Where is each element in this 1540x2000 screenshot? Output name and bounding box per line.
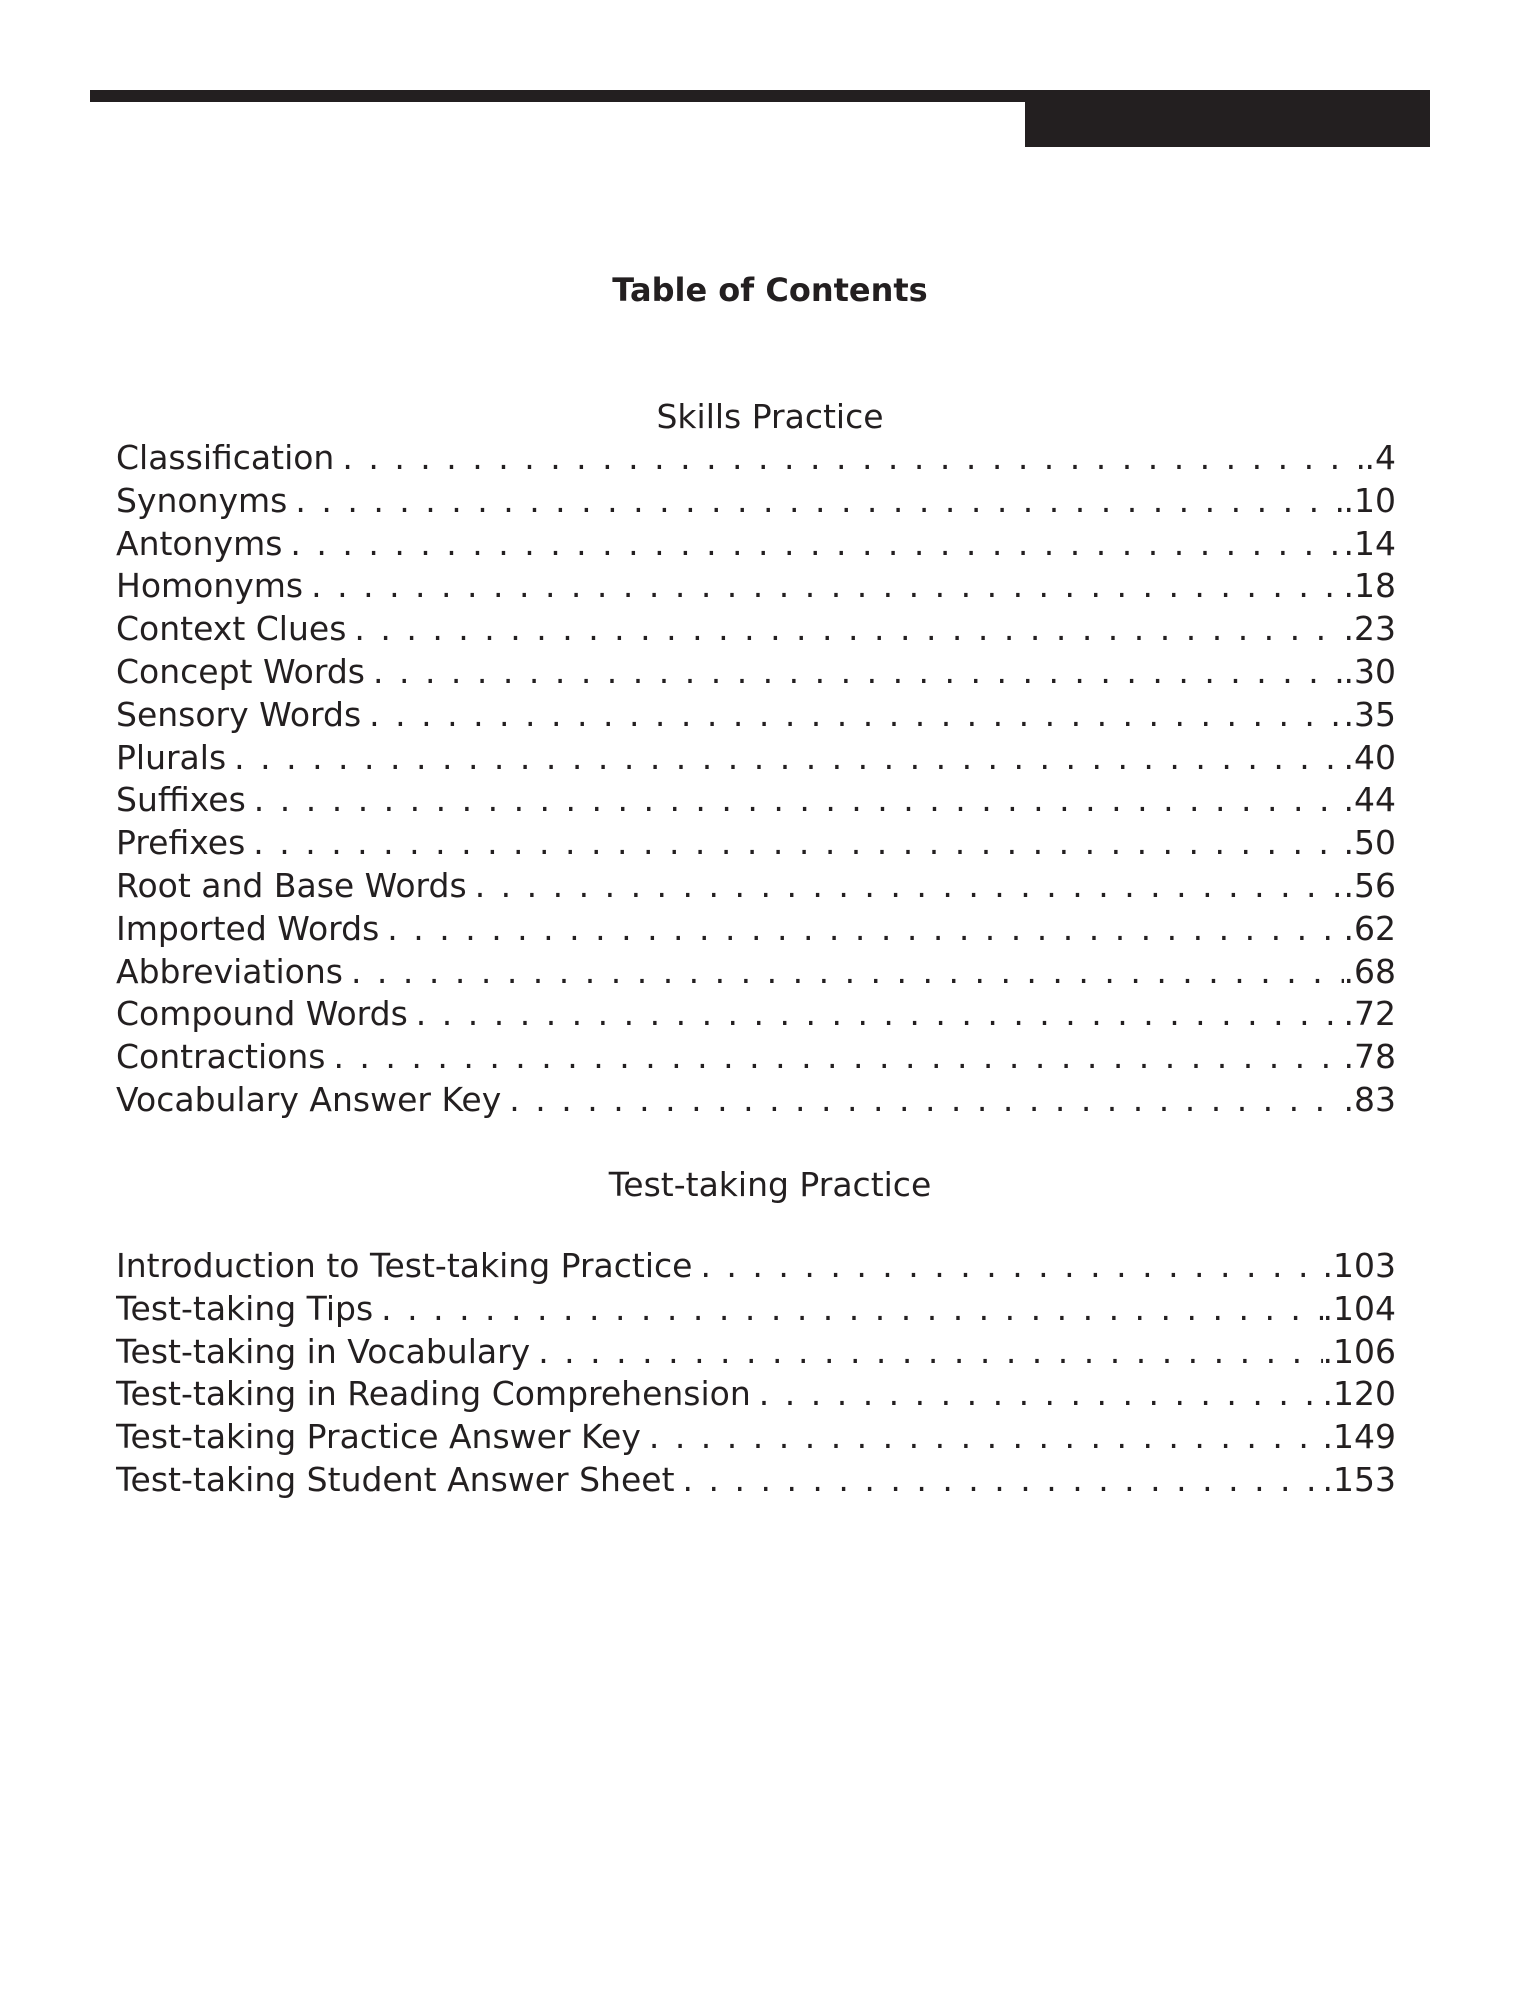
- section-heading-skills: Skills Practice: [656, 397, 884, 436]
- toc-entry-page-number: .4: [1364, 438, 1396, 477]
- toc-entry-label: Introduction to Test-taking Practice: [116, 1246, 693, 1285]
- toc-entry[interactable]: [116, 1079, 1396, 1122]
- toc-entry-label: Test-taking in Vocabulary: [116, 1331, 531, 1371]
- toc-dot-leader: [387, 908, 1343, 951]
- toc-dot-leader: [416, 993, 1344, 1036]
- toc-entry[interactable]: [116, 737, 1396, 780]
- toc-entry-page-number: .40: [1343, 737, 1396, 777]
- toc-entry[interactable]: [116, 993, 1396, 1036]
- header-tab-block: [1025, 90, 1430, 147]
- toc-entry-page-number: .35: [1343, 694, 1396, 734]
- toc-entry-label: Context Clues: [116, 609, 347, 649]
- toc-entry-page-number: .153: [1322, 1459, 1396, 1499]
- toc-entry[interactable]: [116, 1288, 1396, 1331]
- toc-dot-leader: [649, 1416, 1323, 1459]
- toc-entry-page-number: .50: [1343, 823, 1396, 863]
- toc-entry-label: Prefixes: [116, 823, 246, 863]
- toc-dot-leader: [333, 1036, 1343, 1079]
- toc-dot-leader: [369, 694, 1343, 737]
- page-title: Table of Contents: [612, 271, 928, 309]
- toc-dot-leader: [354, 608, 1343, 651]
- toc-entry-page-number: .72: [1343, 994, 1396, 1034]
- toc-entry-page-number: .103: [1322, 1246, 1396, 1285]
- toc-entry-label: Antonyms: [116, 523, 283, 563]
- toc-dot-leader: [509, 1079, 1343, 1122]
- toc-entry-page-number: .106: [1322, 1331, 1396, 1371]
- toc-dot-leader: [373, 651, 1344, 694]
- toc-dot-leader: [475, 865, 1344, 908]
- toc-dot-leader: [700, 1245, 1322, 1288]
- toc-dot-leader: [253, 822, 1343, 865]
- toc-entry[interactable]: [116, 1373, 1396, 1416]
- toc-entry[interactable]: [116, 779, 1396, 822]
- toc-entry-page-number: .44: [1343, 780, 1396, 820]
- toc-entry-page-number: .68: [1343, 951, 1396, 991]
- toc-entry-page-number: .78: [1343, 1037, 1396, 1077]
- toc-entry[interactable]: [116, 908, 1396, 951]
- toc-entry-page-number: .30: [1343, 651, 1396, 691]
- toc-dot-leader: [234, 737, 1343, 780]
- toc-entry[interactable]: [116, 1036, 1396, 1079]
- toc-entry-label: Plurals: [116, 737, 227, 777]
- toc-entry-label: Contractions: [116, 1037, 326, 1077]
- toc-entry-page-number: .14: [1343, 523, 1396, 563]
- toc-entry-label: Compound Words: [116, 994, 408, 1034]
- toc-list-test-taking: [116, 1245, 1396, 1502]
- toc-entry-page-number: .62: [1343, 908, 1396, 948]
- toc-entry[interactable]: [116, 565, 1396, 608]
- toc-entry-page-number: .18: [1343, 566, 1396, 606]
- toc-entry-page-number: .104: [1322, 1288, 1396, 1328]
- toc-entry-page-number: .83: [1343, 1079, 1396, 1119]
- toc-list-skills: [116, 437, 1396, 1122]
- toc-entry[interactable]: [116, 480, 1396, 523]
- toc-dot-leader: [342, 437, 1364, 480]
- toc-dot-leader: [290, 523, 1343, 566]
- section-heading-test-taking: Test-taking Practice: [608, 1165, 932, 1204]
- toc-entry[interactable]: [116, 1245, 1396, 1288]
- toc-dot-leader: [538, 1331, 1322, 1374]
- toc-entry[interactable]: [116, 694, 1396, 737]
- toc-entry[interactable]: [116, 523, 1396, 566]
- toc-entry-label: Test-taking in Reading Comprehension: [116, 1374, 751, 1414]
- toc-entry-label: Vocabulary Answer Key: [116, 1079, 502, 1119]
- toc-entry-page-number: .23: [1343, 609, 1396, 649]
- toc-dot-leader: [311, 565, 1343, 608]
- toc-entry[interactable]: [116, 608, 1396, 651]
- toc-entry[interactable]: [116, 1331, 1396, 1374]
- toc-entry-label: Synonyms: [116, 480, 288, 520]
- toc-entry-label: Test-taking Tips: [116, 1288, 374, 1328]
- toc-entry[interactable]: [116, 437, 1396, 480]
- toc-entry-label: Root and Base Words: [116, 865, 467, 905]
- toc-entry-label: Sensory Words: [116, 694, 362, 734]
- toc-dot-leader: [759, 1373, 1323, 1416]
- toc-entry[interactable]: [116, 951, 1396, 994]
- toc-entry-label: Test-taking Practice Answer Key: [116, 1417, 641, 1457]
- toc-dot-leader: [351, 951, 1344, 994]
- toc-entry-label: Homonyms: [116, 566, 304, 606]
- toc-entry-label: Classification: [116, 438, 335, 477]
- toc-dot-leader: [381, 1288, 1322, 1331]
- toc-entry-page-number: .120: [1322, 1374, 1396, 1414]
- toc-dot-leader: [254, 779, 1344, 822]
- toc-entry[interactable]: [116, 822, 1396, 865]
- toc-entry[interactable]: [116, 865, 1396, 908]
- toc-entry-label: Imported Words: [116, 908, 380, 948]
- toc-entry-label: Test-taking Student Answer Sheet: [116, 1459, 675, 1499]
- toc-entry-label: Suffixes: [116, 780, 246, 820]
- toc-entry-label: Abbreviations: [116, 951, 343, 991]
- toc-entry[interactable]: [116, 651, 1396, 694]
- toc-entry-page-number: .56: [1343, 865, 1396, 905]
- toc-entry[interactable]: [116, 1416, 1396, 1459]
- toc-dot-leader: [683, 1459, 1323, 1502]
- toc-entry-label: Concept Words: [116, 651, 365, 691]
- toc-entry-page-number: .10: [1343, 480, 1396, 520]
- toc-entry-page-number: .149: [1322, 1417, 1396, 1457]
- toc-entry[interactable]: [116, 1459, 1396, 1502]
- toc-dot-leader: [295, 480, 1343, 523]
